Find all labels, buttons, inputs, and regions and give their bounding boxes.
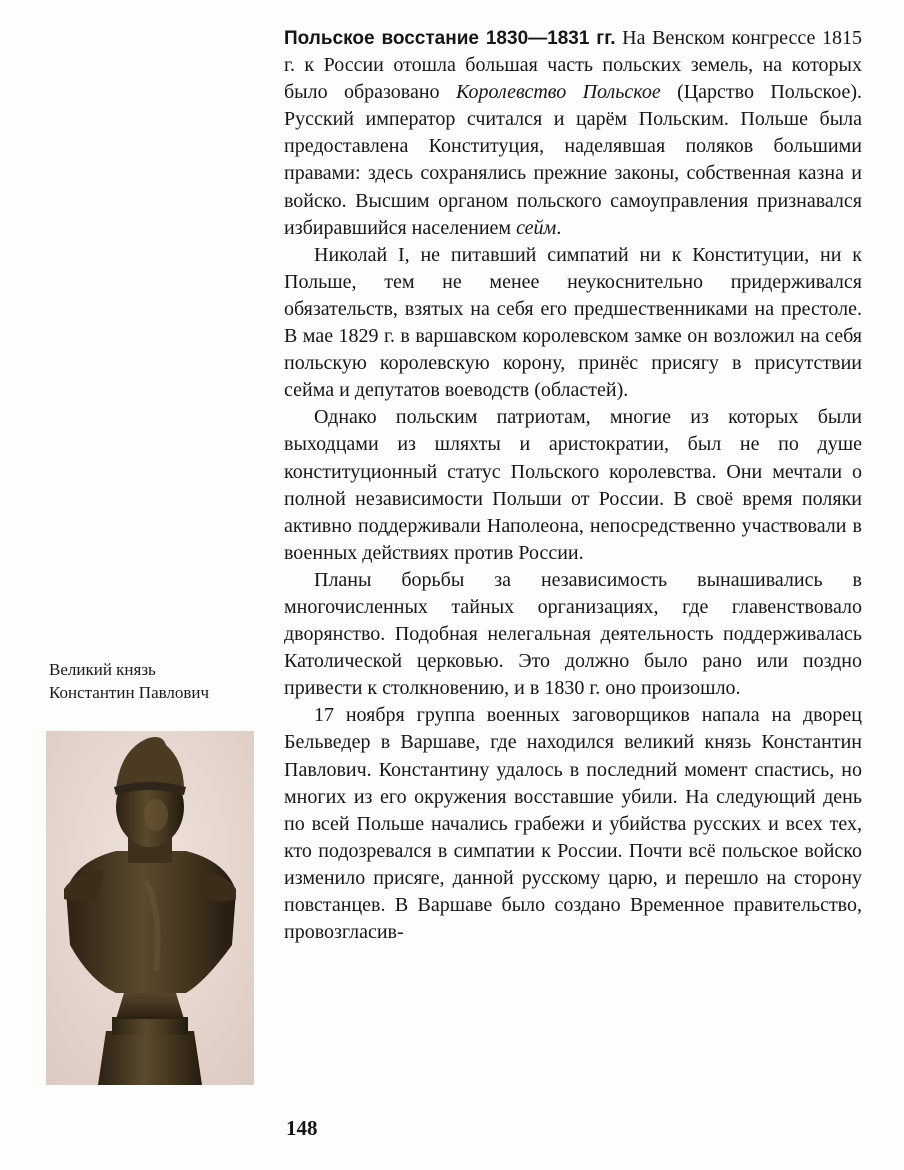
pedestal-top (112, 1017, 188, 1035)
bust-photo (46, 731, 254, 1085)
face-highlight (144, 799, 168, 831)
term-kingdom-of-poland: Королевство Польское (455, 81, 661, 104)
paragraph-3: Однако польским патриотам, многие из которых были выходцами из шляхты и аристократии, был не по душе конституционный статус Польского королевства. Они мечтали о полной независимости Польши от России. В своё время поляки активно поддерживали Наполеона, непосредственно участвовали в военных действиях против России. (284, 406, 862, 564)
paragraph-1-part-3: . (556, 216, 562, 239)
paragraph-1 (284, 25, 862, 242)
caption-line-2: Константин Павлович (49, 683, 210, 702)
section-heading: Польское восстание 1830—1831 гг. (284, 28, 616, 49)
paragraph-1-part-2: (Царство Польское). Русский император считался и царём Польским. Польше была предоставлена Конституция, наделявшая поляков большими правами: здесь сохранялись прежние законы, собственная казна и войско. Высшим органом польского самоуправления признавался избиравшийся населением (284, 81, 862, 239)
bronze-bust-photo-icon (46, 731, 254, 1085)
pedestal-neck (116, 993, 184, 1019)
image-caption (49, 658, 269, 704)
paragraph-1-part-1: На Венском конгрессе 1815 г. к России отошла большая часть польских земель, на которых было образовано (284, 27, 863, 104)
paragraph-4: Планы борьбы за независимость вынашивались в многочисленных тайных организациях, где главенствовало дворянство. Подобная нелегальная деятельность поддерживалась Католической церковью. Это должно было рано или поздно привести к столкновению, и в 1830 г. оно произошло. (284, 568, 862, 700)
term-sejm: сейм (516, 216, 557, 239)
paragraph-2: Николай I, не питавший симпатий ни к Конституции, ни к Польше, тем не менее неукоснительно придерживался обязательств, взятых на себя его предшественниками на престоле. В мае 1829 г. в варшавском королевском замке он возложил на себя польскую королевскую корону, принёс присягу в присутствии сейма и депутатов воеводств (областей). (284, 243, 862, 402)
page-number: 148 (286, 1116, 318, 1140)
pedestal (98, 1031, 202, 1085)
article-text (284, 25, 862, 946)
caption-line-1: Великий князь (49, 660, 156, 679)
paragraph-5: 17 ноября группа военных заговорщиков напала на дворец Бельведер в Варшаве, где находился великий князь Константин Павлович. Константину удалось в последний момент спастись, но многих из его окружения восставшие убили. На следующий день по всей Польше начались грабежи и убийства русских и всех тех, кто подозревался в симпатии к России. Почти всё польское войско изменило присяге, данной русскому царю, и перешло на сторону повстанцев. В Варшаве было создано Временное правительство, провозгласив- (284, 704, 862, 944)
